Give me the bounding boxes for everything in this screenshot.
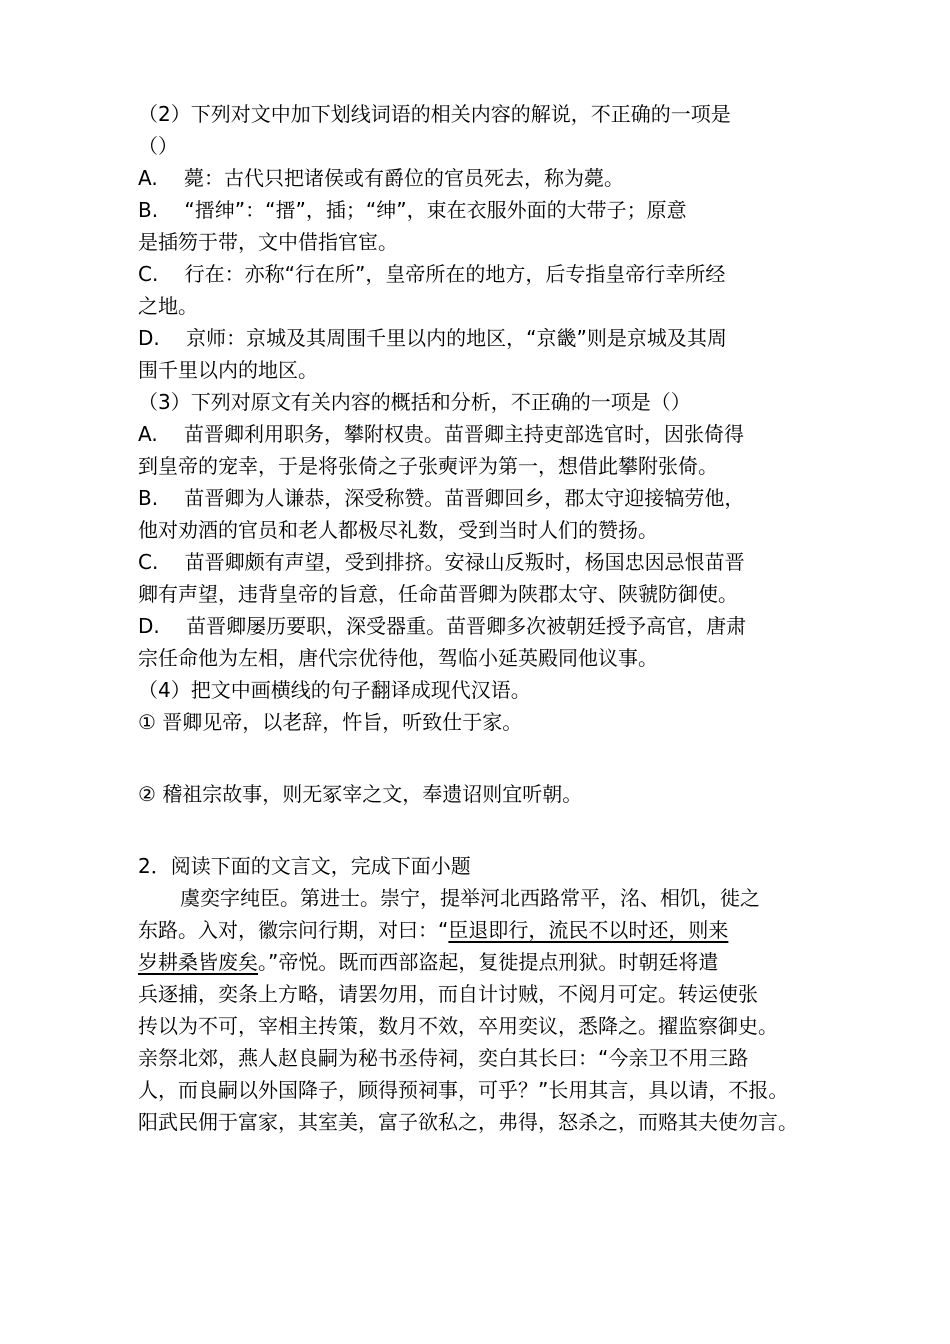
question-3-option-c: C. 苗晋卿颇有声望，受到排挤。安禄山反叛时，杨国忠因忌恨苗晋	[138, 550, 745, 574]
question-3-option-a-cont: 到皇帝的宠幸，于是将张倚之子张奭评为第一，想借此攀附张倚。	[138, 454, 718, 478]
question-3-option-d-cont: 宗任命他为左相，唐代宗优待他，驾临小延英殿同他议事。	[138, 646, 658, 670]
question-3-option-d: D. 苗晋卿屡历要职，深受器重。苗晋卿多次被朝廷授予高官，唐肃	[138, 614, 747, 638]
passage-line-4: 兵逐捕，奕条上方略，请罢勿用，而自计讨贼，不阅月可定。转运使张	[138, 982, 758, 1006]
question-4-sentence-1: ① 晋卿见帝，以老辞，忤旨，听致仕于家。	[138, 710, 523, 734]
passage-line-5: 抟以为不可，宰相主抟策，数月不效，卒用奕议，悉降之。擢监察御史。	[138, 1014, 778, 1038]
passage-line-8: 阳武民佣于富家，其室美，富子欲私之，弗得，怒杀之，而赂其夫使勿言。	[138, 1110, 798, 1134]
underlined-sentence-part-2: 岁耕桑皆废矣	[138, 950, 258, 974]
question-2-option-c: C. 行在：亦称“行在所”，皇帝所在的地方，后专指皇帝行幸所经	[138, 262, 726, 286]
question-4-sentence-2: ② 稽祖宗故事，则无冢宰之文，奉遗诏则宜听朝。	[138, 782, 583, 806]
question-2-option-c-cont: 之地。	[138, 294, 198, 318]
question-3-option-a: A. 苗晋卿利用职务，攀附权贵。苗晋卿主持吏部选官时，因张倚得	[138, 422, 745, 446]
answer-space-2	[138, 810, 818, 850]
question-2-option-d-cont: 围千里以内的地区。	[138, 358, 318, 382]
question-2-stem-paren: （）	[138, 134, 178, 158]
document-page	[138, 98, 818, 1138]
passage-line-6: 亲祭北郊，燕人赵良嗣为秘书丞侍祠，奕白其长曰：“今亲卫不用三路	[138, 1046, 749, 1070]
question-2-option-d: D. 京师：京城及其周围千里以内的地区，“京畿”则是京城及其周	[138, 326, 727, 350]
passage-line-7: 人，而良嗣以外国降子，顾得预祠事，可乎？”长用其言，具以请，不报。	[138, 1078, 789, 1102]
passage-text: 东路。入对，徽宗问行期，对曰：“	[138, 918, 449, 942]
question-2-option-b-cont: 是插笏于带，文中借指官宦。	[138, 230, 398, 254]
question-2-option-a: A. 薨：古代只把诸侯或有爵位的官员死去，称为薨。	[138, 166, 625, 190]
answer-space-1	[138, 738, 818, 778]
passage-line-2	[138, 914, 818, 946]
question-4-stem: （4）把文中画横线的句子翻译成现代汉语。	[138, 678, 531, 702]
question-2-option-b: B. “搢绅”：“搢”，插；“绅”，束在衣服外面的大带子；原意	[138, 198, 687, 222]
question-3-option-b: B. 苗晋卿为人谦恭，深受称赞。苗晋卿回乡，郡太守迎接犒劳他，	[138, 486, 745, 510]
question-2-stem: （2）下列对文中加下划线词语的相关内容的解说，不正确的一项是	[138, 102, 731, 126]
question-3-option-b-cont: 他对劝酒的官员和老人都极尽礼数，受到当时人们的赞扬。	[138, 518, 658, 542]
question-3-option-c-cont: 卿有声望，违背皇帝的旨意，任命苗晋卿为陕郡太守、陕虢防御使。	[138, 582, 738, 606]
passage-line-1: 虞奕字纯臣。第进士。崇宁，提举河北西路常平，洺、相饥，徙之	[180, 886, 760, 910]
question-3-stem: （3）下列对原文有关内容的概括和分析，不正确的一项是（）	[138, 390, 691, 414]
passage-line-3	[138, 946, 818, 978]
passage-text: 。”帝悦。既而西部盗起，复徙提点刑狱。时朝廷将遣	[258, 950, 719, 974]
underlined-sentence-part-1: 臣退即行，流民不以时还，则来	[448, 918, 729, 942]
question-5-heading: 2．阅读下面的文言文，完成下面小题	[138, 854, 471, 878]
